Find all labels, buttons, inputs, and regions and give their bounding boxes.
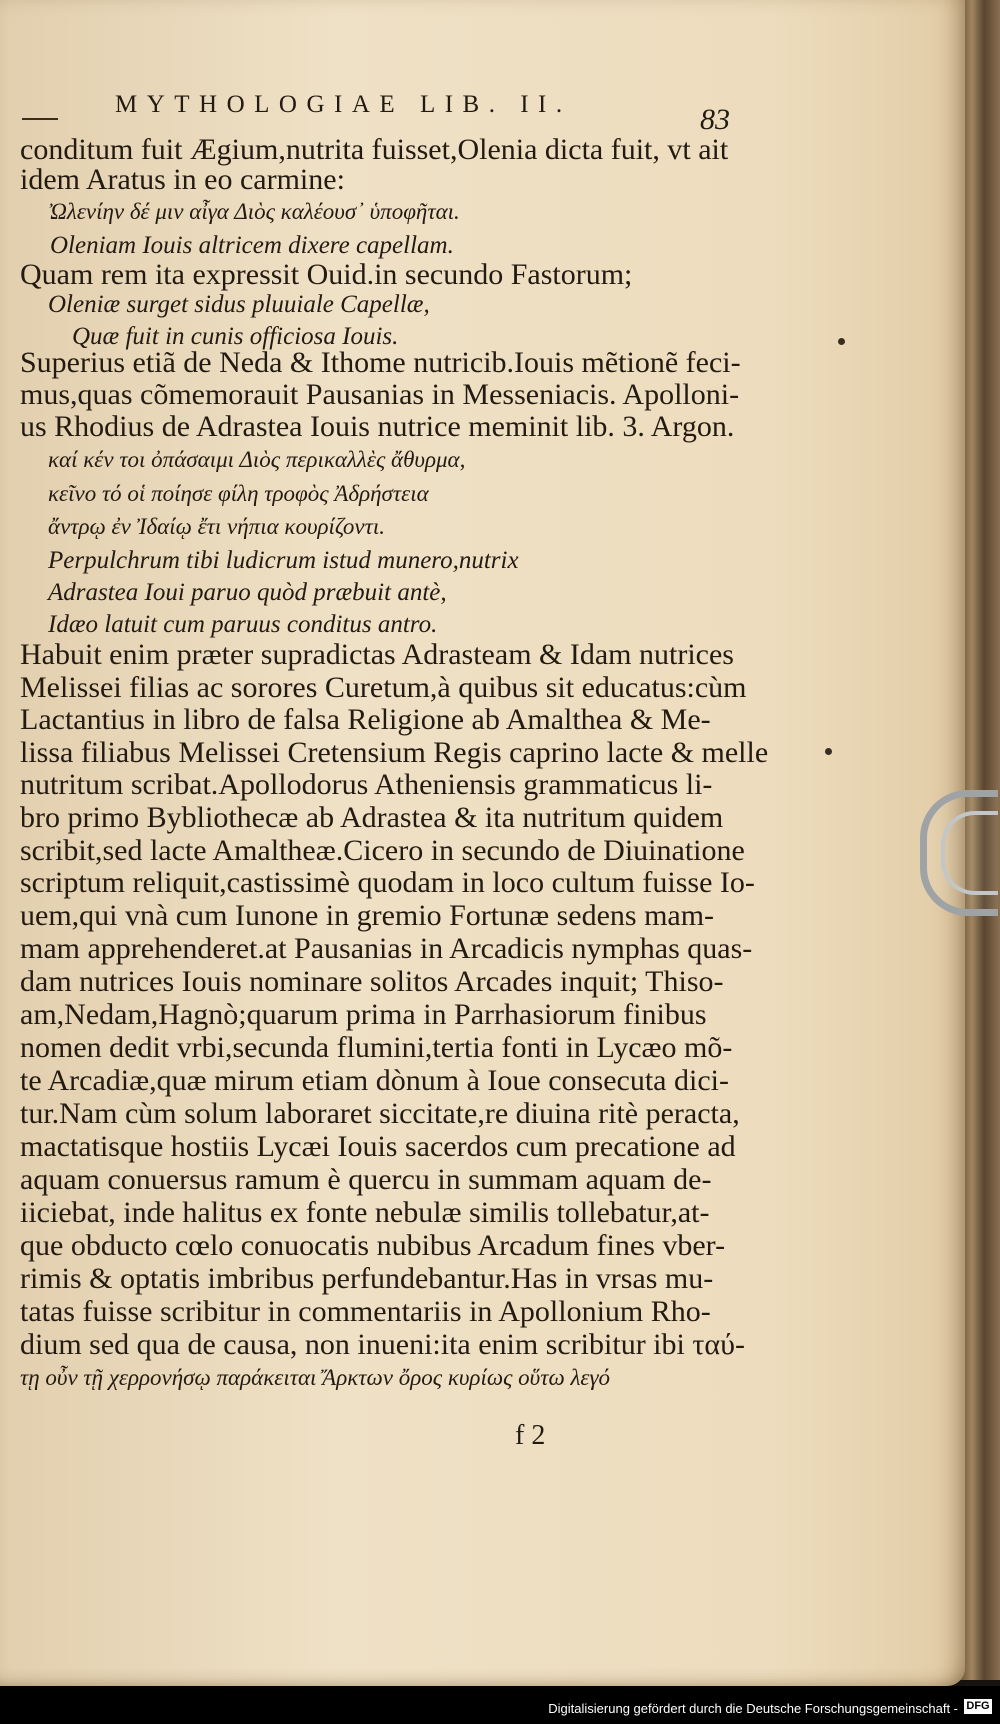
greek-verse-line: Ὠλενίην δέ μιν αἶγα Διὸς καλέουσ᾽ ὑποφῆται. (48, 199, 460, 224)
text-line: iiciebat, inde halitus ex fonte nebulæ similis tollebatur,at- (20, 1196, 710, 1229)
text-line: aquam conuersus ramum è quercu in summam aquam de- (20, 1163, 712, 1196)
text-line: bro primo Bybliothecæ ab Adrastea & ita nutritum quidem (20, 801, 724, 834)
text-line: tatas fuisse scribitur in commentariis in Apollonium Rho- (20, 1295, 711, 1328)
verse-line: Idæo latuit cum paruus conditus antro. (48, 611, 438, 638)
verse-line: Quæ fuit in cunis officiosa Iouis. (72, 323, 399, 350)
running-title: MYTHOLOGIAE LIB. II. (115, 91, 572, 118)
signature-mark: f 2 (515, 1420, 546, 1451)
greek-verse-line: κεῖνο τό οἱ ποίησε φίλη τροφὸς Ἀδρήστεια (48, 481, 429, 506)
text-line: scriptum reliquit,castissimè quodam in loco cultum fuisse Io- (20, 866, 755, 899)
text-line: us Rhodius de Adrastea Iouis nutrice meminit lib. 3. Argon. (20, 410, 735, 443)
text-line: uem,qui vnà cum Iunone in gremio Fortunæ sedens mam- (20, 899, 715, 932)
text-line: idem Aratus in eo carmine: (20, 163, 345, 196)
text-line: tur.Nam cùm solum laboraret siccitate,re diuina ritè peracta, (20, 1097, 740, 1130)
text-line: Lactantius in libro de falsa Religione ab Amalthea & Me- (20, 703, 711, 736)
text-line: nomen dedit vrbi,secunda flumini,tertia fonti in Lycæo mõ- (20, 1031, 733, 1064)
text-line: Superius etiã de Neda & Ithome nutricib.Iouis mẽtionẽ feci- (20, 346, 741, 379)
verse-line: Oleniæ surget sidus pluuiale Capellæ, (48, 291, 430, 318)
page-number: 83 (700, 103, 730, 136)
digitization-footer (0, 1686, 1000, 1724)
text-line: Melissei filias ac sorores Curetum,à quibus sit educatus:cùm (20, 671, 747, 704)
margin-mark (22, 118, 58, 120)
verse-line: Oleniam Iouis altricem dixere capellam. (50, 232, 454, 259)
text-line: mactatisque hostiis Lycæi Iouis sacerdos cum precatione ad (20, 1130, 736, 1163)
greek-verse-line: καί κέν τοι ὀπάσαιμι Διὸς περικαλλὲς ἄθυρμα, (48, 447, 466, 472)
ink-spot (838, 338, 845, 345)
text-line: Habuit enim præter supradictas Adrasteam & Idam nutrices (20, 638, 734, 671)
verse-line: Adrastea Ioui paruo quòd præbuit antè, (48, 579, 447, 606)
text-line: mam apprehenderet.at Pausanias in Arcadicis nymphas quas- (20, 932, 753, 965)
verse-line: Perpulchrum tibi ludicrum istud munero,nutrix (48, 547, 519, 574)
text-line: nutritum scribat.Apollodorus Atheniensis grammaticus li- (20, 768, 713, 801)
text-line: Quam rem ita expressit Ouid.in secundo Fastorum; (20, 258, 633, 291)
greek-text-line: τῃ οὖν τῇ χερρονήσῳ παράκειται Ἄρκτων ὄρος κυρίως οὕτω λεγό (20, 1365, 611, 1390)
text-line: am,Nedam,Hagnò;quarum prima in Parrhasiorum finibus (20, 998, 707, 1031)
funding-credit: Digitalisierung gefördert durch die Deutsche Forschungsgemeinschaft - (548, 1701, 958, 1716)
text-line: mus,quas cõmemorauit Pausanias in Messeniacis. Apolloni- (20, 378, 740, 411)
text-line: rimis & optatis imbribus perfundebantur.Has in vrsas mu- (20, 1262, 714, 1295)
greek-verse-line: ἄντρῳ ἐν Ἰδαίῳ ἔτι νήπια κουρίζοντι. (48, 514, 386, 539)
text-line: que obducto cœlo conuocatis nubibus Arcadum fines vber- (20, 1229, 726, 1262)
text-line: dam nutrices Iouis nominare solitos Arcades inquit; Thiso- (20, 965, 724, 998)
dfg-logo: DFG (964, 1699, 992, 1714)
text-line: conditum fuit Ægium,nutrita fuisset,Olenia dicta fuit, vt ait (20, 133, 729, 166)
text-line: dium sed qua de causa, non inueni:ita enim scribitur ibi ταύ- (20, 1328, 745, 1361)
text-line: scribit,sed lacte Amaltheæ.Cicero in secundo de Diuinatione (20, 834, 745, 867)
ink-spot (825, 748, 832, 755)
text-line: lissa filiabus Melissei Cretensium Regis caprino lacte & melle (20, 736, 769, 769)
text-line: te Arcadiæ,quæ mirum etiam dònum à Ioue consecuta dici- (20, 1064, 729, 1097)
page-clip (920, 790, 998, 916)
